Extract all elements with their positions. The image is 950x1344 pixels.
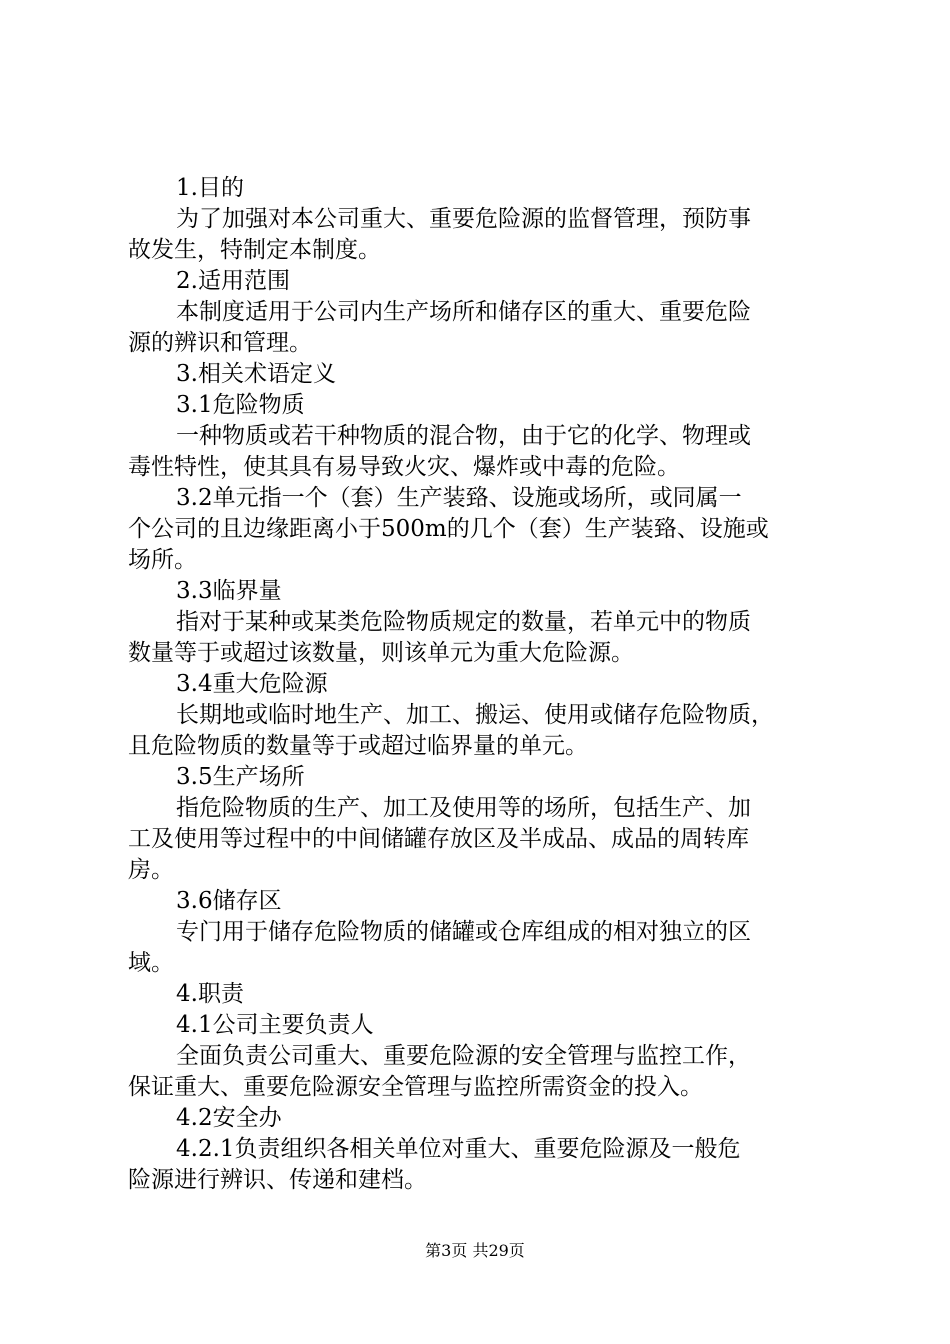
- text-line: 3.5生产场所: [176, 764, 305, 790]
- page-footer: 第3页 共29页: [425, 1241, 525, 1260]
- text-line: 专门用于储存危险物质的储罐或仓库组成的相对独立的区: [176, 919, 751, 945]
- text-line: 工及使用等过程中的中间储罐存放区及半成品、成品的周转库: [128, 826, 749, 852]
- text-line: 数量等于或超过该数量，则该单元为重大危险源。: [128, 640, 634, 666]
- text-line: 险源进行辨识、传递和建档。: [128, 1167, 427, 1193]
- text-line: 且危险物质的数量等于或超过临界量的单元。: [128, 733, 588, 759]
- text-line: 1.目的: [176, 175, 244, 201]
- text-line: 保证重大、重要危险源安全管理与监控所需资金的投入。: [128, 1074, 703, 1100]
- document-body: [128, 173, 834, 1196]
- text-line: 指危险物质的生产、加工及使用等的场所，包括生产、加: [176, 795, 751, 821]
- text-line: 域。: [128, 950, 174, 976]
- text-line: 个公司的且边缘距离小于500m的几个（套）生产装臵、设施或: [128, 516, 769, 542]
- text-line: 3.6储存区: [176, 888, 282, 914]
- text-line: 故发生，特制定本制度。: [128, 237, 381, 263]
- text-line: 场所。: [128, 547, 197, 573]
- text-line: 为了加强对本公司重大、重要危险源的监督管理，预防事: [176, 206, 751, 232]
- text-line: 4.1公司主要负责人: [176, 1012, 374, 1038]
- text-line: 2.适用范围: [176, 268, 290, 294]
- text-line: 3.2单元指一个（套）生产装臵、设施或场所，或同属一: [176, 485, 742, 511]
- text-line: 毒性特性，使其具有易导致火灾、爆炸或中毒的危险。: [128, 454, 680, 480]
- text-line: 3.4重大危险源: [176, 671, 328, 697]
- text-line: 4.2安全办: [176, 1105, 282, 1131]
- text-line: 3.3临界量: [176, 578, 282, 604]
- text-line: 长期地或临时地生产、加工、搬运、使用或储存危险物质，: [176, 702, 774, 728]
- text-line: 3.1危险物质: [176, 392, 305, 418]
- text-line: 一种物质或若干种物质的混合物，由于它的化学、物理或: [176, 423, 751, 449]
- text-line: 4.职责: [176, 981, 244, 1007]
- text-line: 房。: [128, 857, 174, 883]
- text-line: 指对于某种或某类危险物质规定的数量，若单元中的物质: [176, 609, 751, 635]
- text-line: 3.相关术语定义: [176, 361, 336, 387]
- text-line: 全面负责公司重大、重要危险源的安全管理与监控工作，: [176, 1043, 751, 1069]
- text-line: 4.2.1负责组织各相关单位对重大、重要危险源及一般危: [176, 1136, 741, 1162]
- text-line: 源的辨识和管理。: [128, 330, 312, 356]
- text-line: 本制度适用于公司内生产场所和储存区的重大、重要危险: [176, 299, 751, 325]
